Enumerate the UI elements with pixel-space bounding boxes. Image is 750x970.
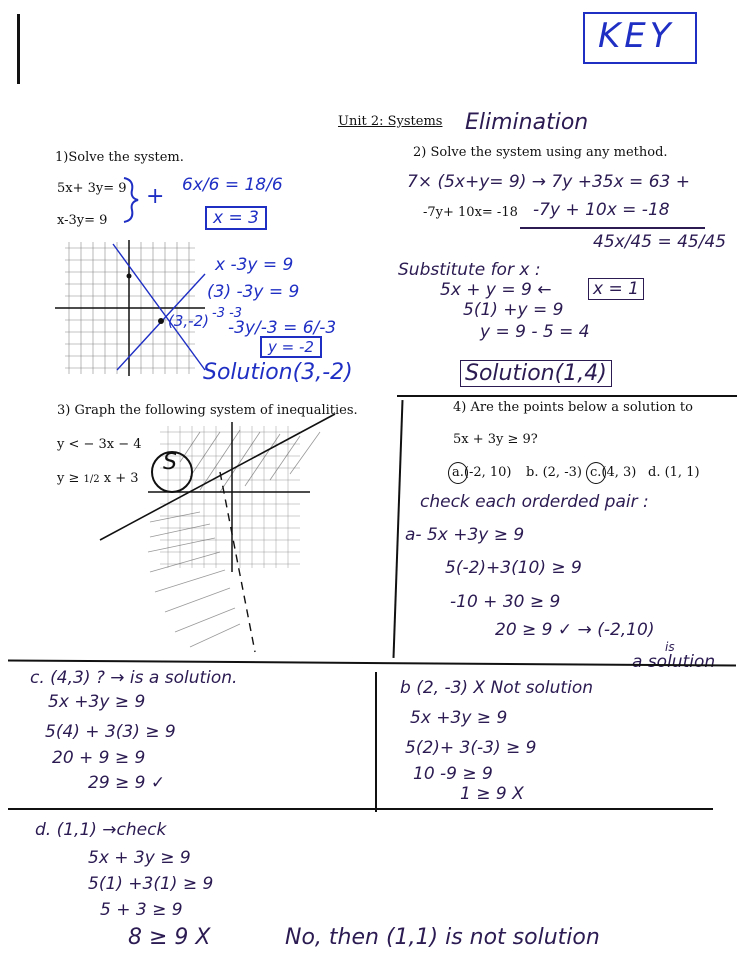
p4-choice-d: d. (1, 1) <box>648 465 700 480</box>
p2-work-eq: 5x + y = 9 ← <box>440 280 552 300</box>
p4-top-border <box>397 395 737 397</box>
p2-work-y: y = 9 - 5 = 4 <box>480 322 590 342</box>
check-b-line3: 5(2)+ 3(-3) ≥ 9 <box>405 738 537 758</box>
p1-work-plug: (3) -3y = 9 <box>207 282 300 302</box>
p1-solution: Solution(3,-2) <box>203 360 353 385</box>
p2-work-div: 45x/45 = 45/45 <box>593 232 727 252</box>
p4-left-border <box>392 400 403 658</box>
p1-prompt: 1)Solve the system. <box>55 150 184 165</box>
p3-ineq2 <box>57 471 139 486</box>
check-d-conclusion: No, then (1,1) is not solution <box>285 925 600 950</box>
p4-choice-a: a.(-2, 10) <box>452 465 512 480</box>
p3-region-label: S <box>163 450 177 475</box>
p1-work-y: y = -2 <box>260 336 322 358</box>
p1-work-x: x = 3 <box>205 206 267 230</box>
p1-work-minus: -3 -3 <box>212 306 243 321</box>
p4-circle-c <box>586 462 606 484</box>
p1-work-div2: -3y/-3 = 6/-3 <box>228 318 337 338</box>
divider-lower <box>8 808 713 810</box>
p1-plus: + <box>146 184 165 209</box>
p1-brace <box>122 176 142 224</box>
p2-eq2: -7y+ 10x= -18 <box>423 205 518 220</box>
p2-work-x: x = 1 <box>588 278 644 300</box>
p3-prompt: 3) Graph the following system of inequalities. <box>57 403 358 418</box>
check-c-line2: 5x +3y ≥ 9 <box>48 692 146 712</box>
elimination-note: Elimination <box>465 110 589 135</box>
p1-work-sub: x -3y = 9 <box>215 255 294 275</box>
check-b-line2: 5x +3y ≥ 9 <box>410 708 508 728</box>
p1-work-div: 6x/6 = 18/6 <box>182 175 283 195</box>
divider-middle <box>375 672 377 812</box>
check-c-line4: 20 + 9 ≥ 9 <box>52 748 146 768</box>
check-b-line5: 1 ≥ 9 X <box>460 784 524 804</box>
check-b-line1: b (2, -3) X Not solution <box>400 678 593 698</box>
p3-ineq2-frac: 1/2 <box>83 474 100 485</box>
p3-ineq2-prefix: y ≥ <box>57 471 84 486</box>
p4-a-line1: a- 5x +3y ≥ 9 <box>405 525 525 545</box>
check-c-line5: 29 ≥ 9 ✓ <box>88 773 166 793</box>
p3-ineq1: y < − 3x − 4 <box>57 437 142 452</box>
p1-point-label: (3,-2) <box>168 312 209 330</box>
p2-prompt: 2) Solve the system using any method. <box>413 145 668 160</box>
p1-eq2: x-3y= 9 <box>57 213 108 228</box>
p4-a-is: is <box>665 640 675 654</box>
check-b-line4: 10 -9 ≥ 9 <box>413 764 493 784</box>
p2-solution: Solution(1,4) <box>460 360 612 387</box>
p2-sum-line <box>520 227 705 229</box>
p1-eq1: 5x+ 3y= 9 <box>57 181 127 196</box>
p2-work-plug: 5(1) +y = 9 <box>463 300 564 320</box>
p2-work-eq2: -7y + 10x = -18 <box>533 200 670 220</box>
check-c-line3: 5(4) + 3(3) ≥ 9 <box>45 722 176 742</box>
p4-a-line2: 5(-2)+3(10) ≥ 9 <box>445 558 582 578</box>
p4-a-line3: -10 + 30 ≥ 9 <box>450 592 561 612</box>
p1-graph <box>55 240 205 376</box>
p2-work-mult: 7× (5x+y= 9) → 7y +35x = 63 + <box>407 172 690 192</box>
p4-note: check each orderded pair : <box>420 492 649 512</box>
check-d-line4: 5 + 3 ≥ 9 <box>100 900 183 920</box>
p4-choice-b: b. (2, -3) <box>526 465 582 480</box>
p4-a-solution: a solution <box>632 652 716 672</box>
unit-title: Unit 2: Systems <box>338 114 443 129</box>
check-d-line1: d. (1,1) →check <box>35 820 167 840</box>
p4-a-line4: 20 ≥ 9 ✓ → (-2,10) <box>495 620 655 640</box>
check-c-line1: c. (4,3) ? → is a solution. <box>30 668 238 688</box>
check-d-line5: 8 ≥ 9 X <box>128 925 211 950</box>
p2-substitute: Substitute for x : <box>398 260 541 280</box>
margin-bar <box>17 14 20 84</box>
key-label: KEY <box>598 16 675 56</box>
p4-choice-c: c.(4, 3) <box>590 465 637 480</box>
p4-circle-a <box>448 462 468 484</box>
p3-ineq2-suffix: x + 3 <box>103 471 139 486</box>
check-d-line2: 5x + 3y ≥ 9 <box>88 848 191 868</box>
check-d-line3: 5(1) +3(1) ≥ 9 <box>88 874 214 894</box>
p3-graph <box>140 412 390 662</box>
p4-prompt: 4) Are the points below a solution to <box>453 400 693 415</box>
p4-inequality: 5x + 3y ≥ 9? <box>453 432 538 447</box>
